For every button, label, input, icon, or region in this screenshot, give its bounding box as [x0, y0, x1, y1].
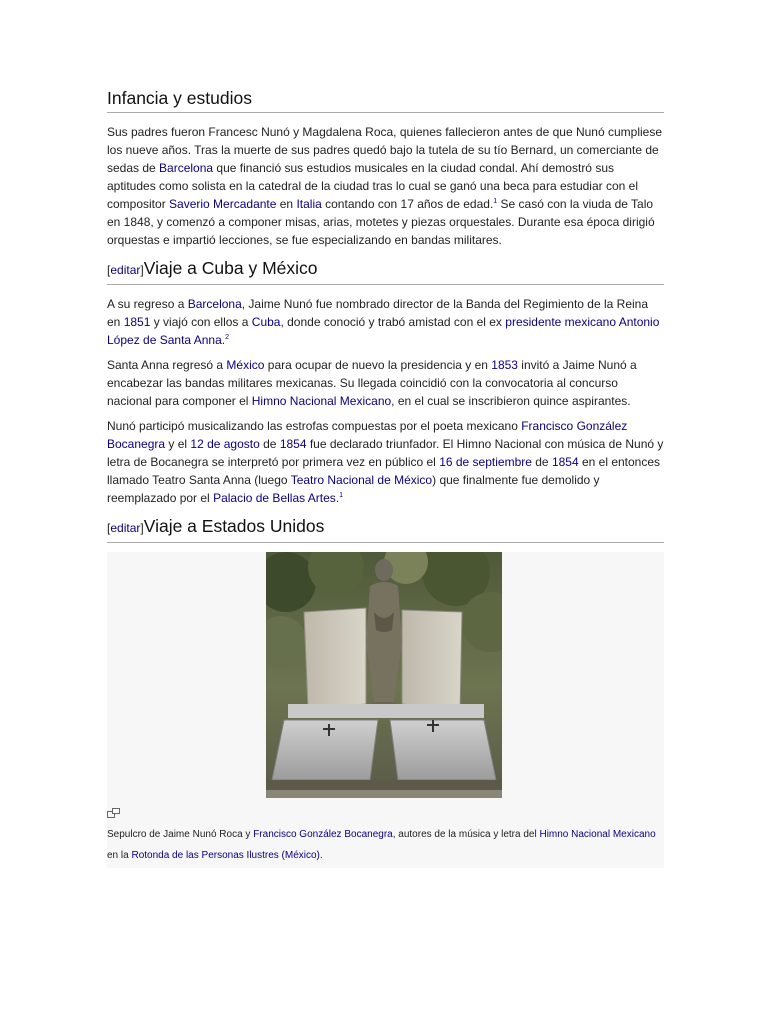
text: . [319, 850, 323, 861]
text: en [276, 197, 297, 211]
section-heading [107, 256, 664, 285]
edit-section: [editar] [107, 521, 144, 535]
edit-section: [editar] [107, 263, 144, 277]
section-viaje-estados-unidos [107, 514, 664, 868]
link-teatro-nacional[interactable]: Teatro Nacional de México [290, 473, 433, 487]
edit-link[interactable]: editar [110, 263, 141, 277]
link-1854[interactable]: 1854 [551, 455, 579, 469]
text: y el [165, 437, 191, 451]
section-title: Viaje a Cuba y México [143, 258, 318, 278]
text: contando con 17 años de edad. [321, 197, 494, 211]
text: , en el cual se inscribieron quince aspirantes. [391, 394, 631, 408]
text: . [221, 333, 226, 347]
link-santa-anna[interactable]: Antonio López de Santa Anna [107, 315, 660, 347]
link-bocanegra[interactable]: Francisco González Bocanegra [107, 419, 628, 451]
text: Sus padres fueron Francesc Nunó y Magdalena Roca, quienes fallecieron antes de que Nunó cumpliese los nueve años. Tras la muerte de sus padres quedó bajo la tutela de su tío Bernard, un comerciante de sedas de [107, 125, 662, 175]
text: de [259, 437, 280, 451]
image-thumbnail [107, 552, 664, 868]
link-barcelona[interactable]: Barcelona [159, 161, 214, 175]
link-saverio-mercadante[interactable]: Saverio Mercadante [169, 197, 277, 211]
section-heading [107, 514, 664, 543]
link-1854[interactable]: 1854 [279, 437, 307, 451]
text: Santa Anna regresó a [107, 358, 227, 372]
link-16-septiembre[interactable]: 16 de septiembre [439, 455, 532, 469]
link-12-agosto[interactable]: 12 de agosto [190, 437, 260, 451]
text: y viajó con ellos a [150, 315, 252, 329]
image-caption [107, 824, 664, 866]
link-bocanegra[interactable]: Francisco González Bocanegra [253, 829, 393, 840]
section-title: Infancia y estudios [107, 88, 252, 108]
text: . [335, 491, 340, 505]
text: A su regreso a [107, 297, 188, 311]
text: , autores de la música y letra del [392, 829, 540, 840]
section-heading [107, 86, 664, 113]
tomb-photo[interactable] [266, 552, 502, 798]
paragraph [107, 123, 664, 249]
link-1853[interactable]: 1853 [491, 358, 518, 372]
paragraph [107, 417, 664, 507]
link-himno-nacional[interactable]: Himno Nacional Mexicano [251, 394, 392, 408]
link-barcelona[interactable]: Barcelona [187, 297, 242, 311]
text: , Jaime Nunó fue nombrado director de la Banda del Regimiento de la Reina en [107, 297, 649, 329]
article-content [107, 86, 664, 868]
text: de [531, 455, 552, 469]
text: , donde conoció y trabó amistad con el ex [280, 315, 506, 329]
section-title: Viaje a Estados Unidos [143, 516, 325, 536]
reference-link[interactable]: 1 [493, 198, 498, 205]
text: ) que finalmente fue demolido y reemplazado por el [107, 473, 600, 505]
reference-link[interactable]: 2 [225, 334, 230, 341]
edit-link[interactable]: editar [110, 521, 141, 535]
text: fue declarado triunfador. El Himno Nacional con música de Nunó y letra de Bocanegra se interpretó por primera vez en público el [107, 437, 664, 469]
text: en el entonces llamado Teatro Santa Anna (luego [107, 455, 661, 487]
text: Nunó participó musicalizando las estrofas compuestas por el poeta mexicano [107, 419, 522, 433]
link-italia[interactable]: Italia [296, 197, 322, 211]
enlarge-icon[interactable] [107, 807, 121, 819]
link-presidente-mexicano[interactable]: presidente mexicano [505, 315, 617, 329]
text: invitó a Jaime Nunó a encabezar las bandas militares mexicanas. Su llegada coincidió con la convocatoria al concurso nacional para componer el [107, 358, 637, 408]
link-1851[interactable]: 1851 [123, 315, 151, 329]
link-himno-nacional[interactable]: Himno Nacional Mexicano [539, 829, 656, 840]
paragraph [107, 295, 664, 349]
text: para ocupar de nuevo la presidencia y en [264, 358, 492, 372]
link-cuba[interactable]: Cuba [251, 315, 281, 329]
link-bellas-artes[interactable]: Palacio de Bellas Artes [213, 491, 336, 505]
text: Sepulcro de Jaime Nunó Roca y [107, 829, 254, 840]
section-viaje-cuba [107, 256, 664, 507]
reference-link[interactable]: 1 [339, 492, 344, 499]
link-mexico[interactable]: México [226, 358, 265, 372]
link-rotonda[interactable]: Rotonda de las Personas Ilustres (México) [131, 850, 320, 861]
text: que financió sus estudios musicales en la ciudad condal. Ahí demostró sus aptitudes como solista en la catedral de la ciudad tras lo cual se ganó una beca para estudiar con el compositor [107, 161, 638, 211]
text: en la [107, 850, 132, 861]
section-infancia [107, 86, 664, 249]
text: Se casó con la viuda de Talo en 1848, y comenzó a componer misas, arias, motetes y piezas orquestales. Durante esa época dirigió orquestas e impartió lecciones, se fue especializando en bandas militares. [107, 197, 655, 247]
paragraph [107, 356, 664, 410]
